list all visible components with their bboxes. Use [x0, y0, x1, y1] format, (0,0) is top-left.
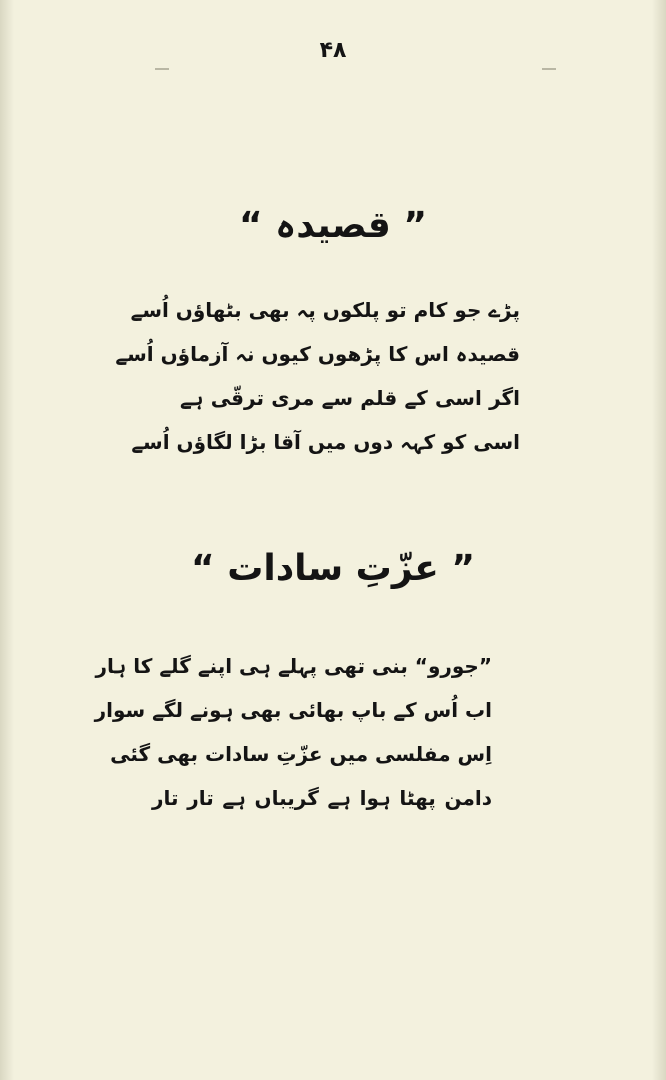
verse-line: اگر اسی کے قلم سے مری ترقّی ہے — [180, 386, 520, 410]
verse-line: اب اُس کے باپ بھائی بھی ہونے لگے سوار — [94, 698, 492, 722]
page-right-edge-shadow — [652, 0, 666, 1080]
verse-line: اسی کو کہہ دوں میں آقا بڑا لگاؤں اُسے — [131, 430, 520, 454]
verse-line: پڑے جو کام تو پلکوں پہ بھی بٹھاؤں اُسے — [130, 298, 520, 322]
page-left-edge-shadow — [0, 0, 14, 1080]
poem-title-qaseeda: ” قصیدہ “ — [238, 205, 427, 246]
crop-mark-right — [542, 68, 556, 70]
verse-line: دامن پھٹا ہوا ہے گریباں ہے تار تار — [152, 786, 492, 810]
page-number: ۴۸ — [319, 38, 347, 63]
verse-line: اِس مفلسی میں عزّتِ سادات بھی گئی — [110, 742, 492, 766]
poem-stanza-izzat-e-saadat — [94, 644, 492, 820]
crop-mark-left — [155, 68, 169, 70]
verse-line: قصیدہ اس کا پڑھوں کیوں نہ آزماؤں اُسے — [115, 342, 520, 366]
verse-line: ”جورو“ بنی تھی پہلے ہی اپنے گلے کا ہار — [95, 654, 492, 678]
poem-title-izzat-e-saadat: ” عزّتِ سادات “ — [191, 548, 475, 589]
poem-stanza-qaseeda — [115, 288, 520, 464]
